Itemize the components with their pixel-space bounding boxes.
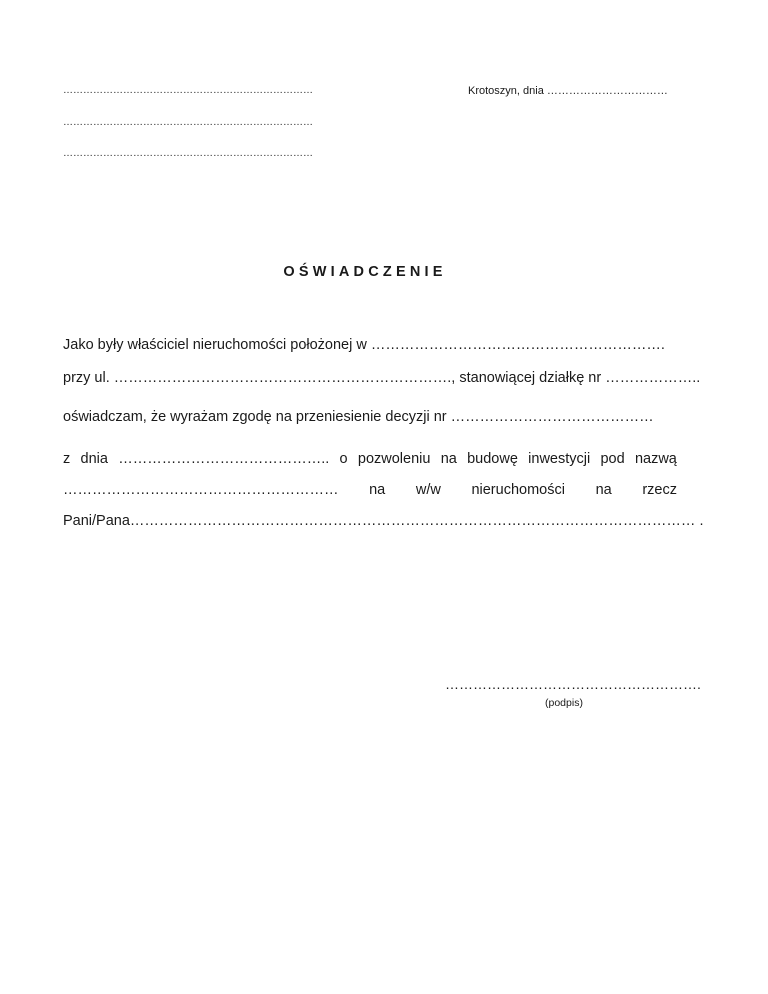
document-title: OŚWIADCZENIE <box>283 264 447 280</box>
signature-line: ………………………………………………. <box>445 676 701 692</box>
body-line-5 <box>63 482 677 498</box>
sender-line-2: ………………………………………………………………… <box>63 117 313 128</box>
body-word: z <box>63 451 71 467</box>
body-word: inwestycji <box>528 451 591 467</box>
signature-caption: (podpis) <box>545 697 583 709</box>
body-word: na <box>440 451 457 467</box>
sender-line-1: ………………………………………………………………… <box>63 85 313 96</box>
body-line-2: przy ul. ……………………………………………………………., stanowiącej działkę nr ……………….. <box>63 370 701 386</box>
body-word: w/w <box>415 482 441 498</box>
body-line-6: Pani/Pana……………………………………………………………………………………………………… . <box>63 513 704 529</box>
body-word: nazwą <box>634 451 677 467</box>
body-line-4 <box>63 451 677 467</box>
sender-line-3: ………………………………………………………………… <box>63 148 313 159</box>
body-word: pod <box>600 451 625 467</box>
body-word: nieruchomości <box>471 482 565 498</box>
body-word: na <box>595 482 612 498</box>
body-word: pozwoleniu <box>357 451 431 467</box>
body-word: ………………………………………………… <box>63 482 339 498</box>
place-and-date: Krotoszyn, dnia …………………………… <box>468 85 668 97</box>
body-line-1: Jako były właściciel nieruchomości położonej w ……………………………………………………. <box>63 337 665 353</box>
body-word: o <box>339 451 348 467</box>
body-word: rzecz <box>642 482 677 498</box>
body-word: na <box>369 482 386 498</box>
body-word: dnia <box>80 451 108 467</box>
body-word: …………………………………….. <box>118 451 330 467</box>
body-word: budowę <box>467 451 518 467</box>
body-line-3: oświadczam, że wyrażam zgodę na przeniesienie decyzji nr …………………………………… <box>63 409 654 425</box>
